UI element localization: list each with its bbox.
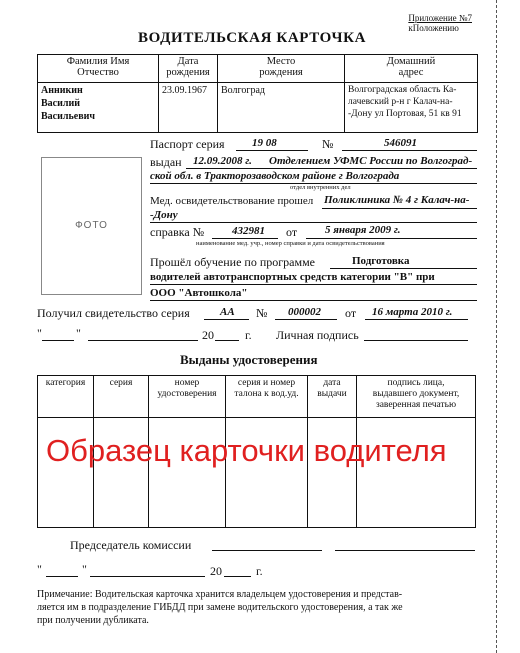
passport-label: Паспорт серия [150,137,225,151]
medical-place-line-1: Поликлиника № 4 г Калач-на- [324,194,470,206]
medical-caption: наименование мед. учр., номер справки и дата освидетельствования [196,240,385,247]
person-table-header-row [38,55,478,83]
photo-label: ФОТО [75,220,108,231]
footnote-line-2: ляется им в подразделение ГИБДД при замене водительского удостоверения, а так же [37,602,403,613]
medical-place-underline [150,222,477,223]
certificate-series: АА [220,306,235,318]
header-birth-date: Дата рождения [159,55,218,83]
bottom-date-year-line [224,576,251,577]
bottom-date-month-line [90,576,205,577]
certificate-number-line [275,319,337,320]
header-series: серия [94,376,149,418]
passport-issued-by-line-1: Отделением УФМС России по Волгоград- [269,155,473,167]
issued-table-header-row [38,376,476,418]
bottom-date-day-line [46,576,78,577]
certificate-label: Получил свидетельство серия [37,306,190,320]
bottom-date-year-prefix: 20 [210,564,222,578]
certificate-from-label: от [345,306,357,320]
chairman-signature-line [212,550,322,551]
medical-place-line [322,208,477,209]
header-coupon-number: серия и номер талона к вод.уд. [226,376,308,418]
date-year-suffix: г. [245,328,252,342]
header-birth-place: Место рождения [218,55,345,83]
footnote [37,588,477,627]
appendix-line-2: кПоложению [408,23,459,33]
header-issue-date: дата выдачи [308,376,357,418]
medical-cert-date-line [306,238,477,239]
photo-placeholder [41,157,142,295]
training-school: ООО "Автошкола" [150,287,248,299]
bottom-date-quote-close: " [82,562,87,576]
medical-cert-number-line [212,238,278,239]
certificate-series-line [204,319,249,320]
home-address-cell: Волгоградская область Ка- лачевский р-н г Калач-на- -Дону ул Портовая, 51 кв 91 [345,83,478,133]
medical-cert-number: 432981 [232,225,265,237]
document-title: ВОДИТЕЛЬСКАЯ КАРТОЧКА [138,30,367,46]
certificate-date-line [365,319,468,320]
training-program-line-1: Подготовка [352,255,410,267]
bottom-date-quote-open: " [37,562,42,576]
passport-issued-line [186,168,477,169]
person-table [37,54,478,133]
certificate-number-label: № [256,306,268,320]
passport-number-line [342,150,477,151]
date-month-line [88,340,198,341]
medical-label: Мед. освидетельствование прошел [150,195,314,207]
footnote-line-1: Примечание: Водительская карточка хранится владельцем удостоверения и представ- [37,589,403,600]
signature-line [364,340,468,341]
appendix-line-1: Приложение №7 [408,13,472,23]
training-program-line-2: водителей автотранспортных средств категории "В" при [150,271,435,283]
date-day-line [42,340,74,341]
header-category: категория [38,376,94,418]
person-table-data-row [38,83,478,133]
passport-issued-date: 12.09.2008 г. [193,155,252,167]
header-license-number: номер удостоверения [149,376,226,418]
signature-label: Личная подпись [276,328,359,342]
header-signature: подпись лица, выдавшего документ, заверенная печатью [357,376,476,418]
training-program-line [330,268,477,269]
issued-heading: Выданы удостоверения [180,352,318,367]
header-home-address: Домашний адрес [345,55,478,83]
bottom-date-year-suffix: г. [256,564,263,578]
footnote-line-3: при получении дубликата. [37,615,149,626]
appendix-note [408,13,472,33]
sample-watermark: Образец карточки водителя [46,433,447,468]
passport-caption: отдел внутренних дел [290,184,351,191]
passport-number-label: № [322,137,334,151]
medical-cert-date: 5 января 2009 г. [325,224,401,236]
passport-series-line [236,150,308,151]
training-school-underline [150,300,477,301]
medical-place-line-2: -Дону [150,209,178,221]
passport-issued-by-line-2: ской обл. в Тракторозаводском районе г Волгограда [150,170,400,182]
medical-from-label: от [286,225,298,239]
page-edge-dashed-line [496,0,497,653]
date-year-line [215,340,239,341]
medical-cert-label: справка № [150,225,205,239]
full-name-cell: Анникин Василий Васильевич [38,83,159,133]
training-program-underline [150,284,477,285]
certificate-number: 000002 [288,306,321,318]
passport-number-value: 546091 [384,137,417,149]
date-quote-open: " [37,326,42,340]
training-label: Прошёл обучение по программе [150,255,316,269]
passport-series-value: 19 08 [252,137,277,149]
date-year-prefix: 20 [202,328,214,342]
chairman-name-line [335,550,475,551]
certificate-date: 16 марта 2010 г. [372,306,453,318]
date-quote-close: " [76,326,81,340]
chairman-label: Председатель комиссии [70,538,192,552]
passport-issued-label: выдан [150,155,182,169]
header-full-name: Фамилия Имя Отчество [38,55,159,83]
birth-place-cell: Волгоград [218,83,345,133]
birth-date-cell: 23.09.1967 [159,83,218,133]
